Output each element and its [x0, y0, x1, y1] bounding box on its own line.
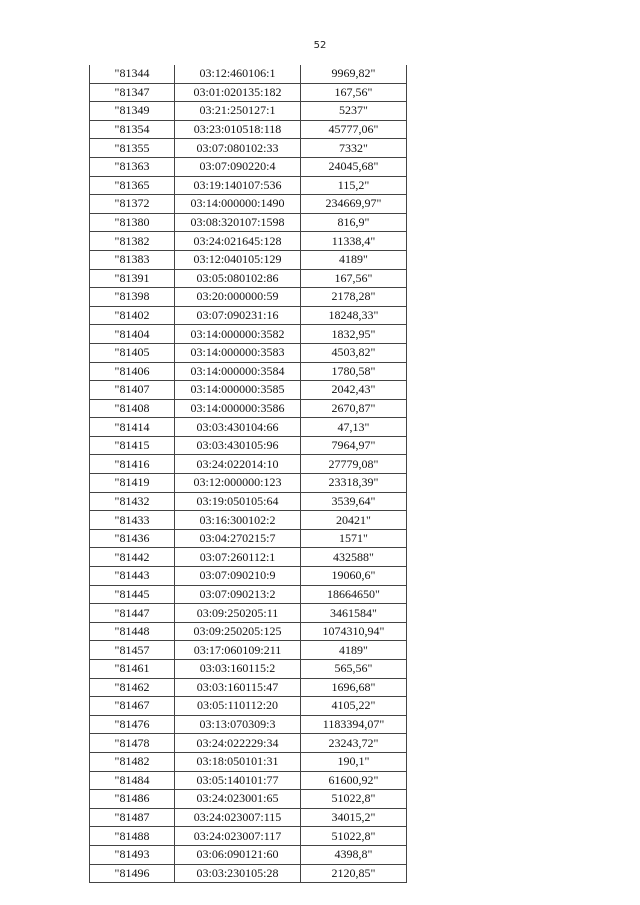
record-id-cell: "81407 — [90, 381, 175, 400]
area-value-cell: 4398,8" — [301, 845, 407, 864]
area-value-cell: 1571" — [301, 529, 407, 548]
area-value-cell: 1074310,94" — [301, 622, 407, 641]
area-value-cell: 816,9" — [301, 213, 407, 232]
cadastral-number-cell: 03:07:080102:33 — [175, 139, 301, 158]
table-row — [90, 157, 407, 176]
record-id-cell: "81488 — [90, 827, 175, 846]
record-id-cell: "81363 — [90, 157, 175, 176]
record-id-cell: "81355 — [90, 139, 175, 158]
cadastral-number-cell: 03:12:000000:123 — [175, 474, 301, 493]
table-row — [90, 771, 407, 790]
record-id-cell: "81383 — [90, 250, 175, 269]
cadastral-number-cell: 03:24:022014:10 — [175, 455, 301, 474]
cadastral-number-cell: 03:24:023007:117 — [175, 827, 301, 846]
record-id-cell: "81349 — [90, 102, 175, 121]
area-value-cell: 115,2" — [301, 176, 407, 195]
record-id-cell: "81347 — [90, 83, 175, 102]
record-id-cell: "81344 — [90, 65, 175, 83]
table-row — [90, 845, 407, 864]
table-row — [90, 139, 407, 158]
cadastral-number-cell: 03:07:260112:1 — [175, 548, 301, 567]
table-row — [90, 362, 407, 381]
area-value-cell: 4189" — [301, 641, 407, 660]
table-row — [90, 622, 407, 641]
record-id-cell: "81433 — [90, 511, 175, 530]
cadastral-number-cell: 03:21:250127:1 — [175, 102, 301, 121]
cadastral-number-cell: 03:17:060109:211 — [175, 641, 301, 660]
cadastral-number-cell: 03:07:090213:2 — [175, 585, 301, 604]
area-value-cell: 19060,6" — [301, 567, 407, 586]
cadastral-number-cell: 03:24:021645:128 — [175, 232, 301, 251]
table-row — [90, 65, 407, 83]
record-id-cell: "81382 — [90, 232, 175, 251]
table-row — [90, 660, 407, 679]
table-row — [90, 102, 407, 121]
records-table — [89, 65, 407, 883]
table-row — [90, 492, 407, 511]
records-table-body — [90, 65, 407, 883]
record-id-cell: "81496 — [90, 864, 175, 883]
cadastral-number-cell: 03:04:270215:7 — [175, 529, 301, 548]
area-value-cell: 9969,82" — [301, 65, 407, 83]
record-id-cell: "81354 — [90, 120, 175, 139]
cadastral-number-cell: 03:05:110112:20 — [175, 697, 301, 716]
record-id-cell: "81405 — [90, 343, 175, 362]
cadastral-number-cell: 03:18:050101:31 — [175, 752, 301, 771]
cadastral-number-cell: 03:20:000000:59 — [175, 288, 301, 307]
area-value-cell: 5237" — [301, 102, 407, 121]
table-row — [90, 83, 407, 102]
table-row — [90, 474, 407, 493]
cadastral-number-cell: 03:14:000000:3582 — [175, 325, 301, 344]
cadastral-number-cell: 03:05:140101:77 — [175, 771, 301, 790]
cadastral-number-cell: 03:07:090220:4 — [175, 157, 301, 176]
record-id-cell: "81372 — [90, 195, 175, 214]
table-row — [90, 436, 407, 455]
cadastral-number-cell: 03:14:000000:1490 — [175, 195, 301, 214]
cadastral-number-cell: 03:01:020135:182 — [175, 83, 301, 102]
area-value-cell: 24045,68" — [301, 157, 407, 176]
cadastral-number-cell: 03:07:090231:16 — [175, 306, 301, 325]
table-row — [90, 864, 407, 883]
table-row — [90, 306, 407, 325]
area-value-cell: 20421" — [301, 511, 407, 530]
area-value-cell: 18248,33" — [301, 306, 407, 325]
record-id-cell: "81380 — [90, 213, 175, 232]
cadastral-number-cell: 03:19:140107:536 — [175, 176, 301, 195]
area-value-cell: 61600,92" — [301, 771, 407, 790]
table-row — [90, 418, 407, 437]
table-row — [90, 548, 407, 567]
table-row — [90, 678, 407, 697]
area-value-cell: 2178,28" — [301, 288, 407, 307]
table-row — [90, 325, 407, 344]
table-row — [90, 288, 407, 307]
area-value-cell: 11338,4" — [301, 232, 407, 251]
cadastral-number-cell: 03:12:040105:129 — [175, 250, 301, 269]
cadastral-number-cell: 03:24:023001:65 — [175, 790, 301, 809]
table-row — [90, 734, 407, 753]
area-value-cell: 23243,72" — [301, 734, 407, 753]
record-id-cell: "81461 — [90, 660, 175, 679]
cadastral-number-cell: 03:03:160115:47 — [175, 678, 301, 697]
table-row — [90, 808, 407, 827]
area-value-cell: 27779,08" — [301, 455, 407, 474]
cadastral-number-cell: 03:14:000000:3585 — [175, 381, 301, 400]
page-number: 52 — [313, 40, 327, 51]
record-id-cell: "81442 — [90, 548, 175, 567]
area-value-cell: 1780,58" — [301, 362, 407, 381]
record-id-cell: "81408 — [90, 399, 175, 418]
table-row — [90, 176, 407, 195]
cadastral-number-cell: 03:14:000000:3583 — [175, 343, 301, 362]
record-id-cell: "81415 — [90, 436, 175, 455]
table-row — [90, 195, 407, 214]
record-id-cell: "81416 — [90, 455, 175, 474]
table-row — [90, 399, 407, 418]
table-row — [90, 715, 407, 734]
area-value-cell: 234669,97" — [301, 195, 407, 214]
table-row — [90, 213, 407, 232]
record-id-cell: "81486 — [90, 790, 175, 809]
area-value-cell: 167,56" — [301, 269, 407, 288]
area-value-cell: 7964,97" — [301, 436, 407, 455]
cadastral-number-cell: 03:06:090121:60 — [175, 845, 301, 864]
area-value-cell: 23318,39" — [301, 474, 407, 493]
cadastral-number-cell: 03:24:023007:115 — [175, 808, 301, 827]
area-value-cell: 7332" — [301, 139, 407, 158]
record-id-cell: "81414 — [90, 418, 175, 437]
table-row — [90, 381, 407, 400]
cadastral-number-cell: 03:03:230105:28 — [175, 864, 301, 883]
area-value-cell: 167,56" — [301, 83, 407, 102]
cadastral-number-cell: 03:05:080102:86 — [175, 269, 301, 288]
area-value-cell: 3461584" — [301, 604, 407, 623]
area-value-cell: 1832,95" — [301, 325, 407, 344]
record-id-cell: "81487 — [90, 808, 175, 827]
area-value-cell: 47,13" — [301, 418, 407, 437]
cadastral-number-cell: 03:03:430104:66 — [175, 418, 301, 437]
table-row — [90, 567, 407, 586]
record-id-cell: "81484 — [90, 771, 175, 790]
cadastral-number-cell: 03:03:160115:2 — [175, 660, 301, 679]
table-row — [90, 827, 407, 846]
area-value-cell: 34015,2" — [301, 808, 407, 827]
table-row — [90, 343, 407, 362]
area-value-cell: 4189" — [301, 250, 407, 269]
area-value-cell: 18664650" — [301, 585, 407, 604]
cadastral-number-cell: 03:09:250205:125 — [175, 622, 301, 641]
cadastral-number-cell: 03:23:010518:118 — [175, 120, 301, 139]
record-id-cell: "81443 — [90, 567, 175, 586]
record-id-cell: "81365 — [90, 176, 175, 195]
cadastral-number-cell: 03:14:000000:3586 — [175, 399, 301, 418]
area-value-cell: 432588" — [301, 548, 407, 567]
table-row — [90, 250, 407, 269]
cadastral-number-cell: 03:12:460106:1 — [175, 65, 301, 83]
table-row — [90, 697, 407, 716]
record-id-cell: "81445 — [90, 585, 175, 604]
area-value-cell: 3539,64" — [301, 492, 407, 511]
record-id-cell: "81419 — [90, 474, 175, 493]
record-id-cell: "81432 — [90, 492, 175, 511]
area-value-cell: 2670,87" — [301, 399, 407, 418]
table-row — [90, 120, 407, 139]
table-row — [90, 269, 407, 288]
area-value-cell: 51022,8" — [301, 827, 407, 846]
record-id-cell: "81404 — [90, 325, 175, 344]
record-id-cell: "81462 — [90, 678, 175, 697]
record-id-cell: "81476 — [90, 715, 175, 734]
record-id-cell: "81457 — [90, 641, 175, 660]
table-row — [90, 790, 407, 809]
record-id-cell: "81447 — [90, 604, 175, 623]
record-id-cell: "81436 — [90, 529, 175, 548]
area-value-cell: 2042,43" — [301, 381, 407, 400]
record-id-cell: "81398 — [90, 288, 175, 307]
area-value-cell: 45777,06" — [301, 120, 407, 139]
record-id-cell: "81482 — [90, 752, 175, 771]
table-row — [90, 511, 407, 530]
record-id-cell: "81406 — [90, 362, 175, 381]
table-row — [90, 529, 407, 548]
table-row — [90, 752, 407, 771]
cadastral-number-cell: 03:13:070309:3 — [175, 715, 301, 734]
record-id-cell: "81448 — [90, 622, 175, 641]
record-id-cell: "81478 — [90, 734, 175, 753]
area-value-cell: 1183394,07" — [301, 715, 407, 734]
record-id-cell: "81402 — [90, 306, 175, 325]
table-row — [90, 455, 407, 474]
area-value-cell: 1696,68" — [301, 678, 407, 697]
record-id-cell: "81467 — [90, 697, 175, 716]
area-value-cell: 565,56" — [301, 660, 407, 679]
record-id-cell: "81391 — [90, 269, 175, 288]
table-row — [90, 641, 407, 660]
cadastral-number-cell: 03:08:320107:1598 — [175, 213, 301, 232]
cadastral-number-cell: 03:09:250205:11 — [175, 604, 301, 623]
cadastral-number-cell: 03:03:430105:96 — [175, 436, 301, 455]
cadastral-number-cell: 03:14:000000:3584 — [175, 362, 301, 381]
table-row — [90, 585, 407, 604]
table-row — [90, 604, 407, 623]
cadastral-number-cell: 03:07:090210:9 — [175, 567, 301, 586]
cadastral-number-cell: 03:19:050105:64 — [175, 492, 301, 511]
area-value-cell: 2120,85" — [301, 864, 407, 883]
cadastral-number-cell: 03:24:022229:34 — [175, 734, 301, 753]
area-value-cell: 4503,82" — [301, 343, 407, 362]
table-row — [90, 232, 407, 251]
area-value-cell: 51022,8" — [301, 790, 407, 809]
record-id-cell: "81493 — [90, 845, 175, 864]
cadastral-number-cell: 03:16:300102:2 — [175, 511, 301, 530]
area-value-cell: 4105,22" — [301, 697, 407, 716]
area-value-cell: 190,1" — [301, 752, 407, 771]
